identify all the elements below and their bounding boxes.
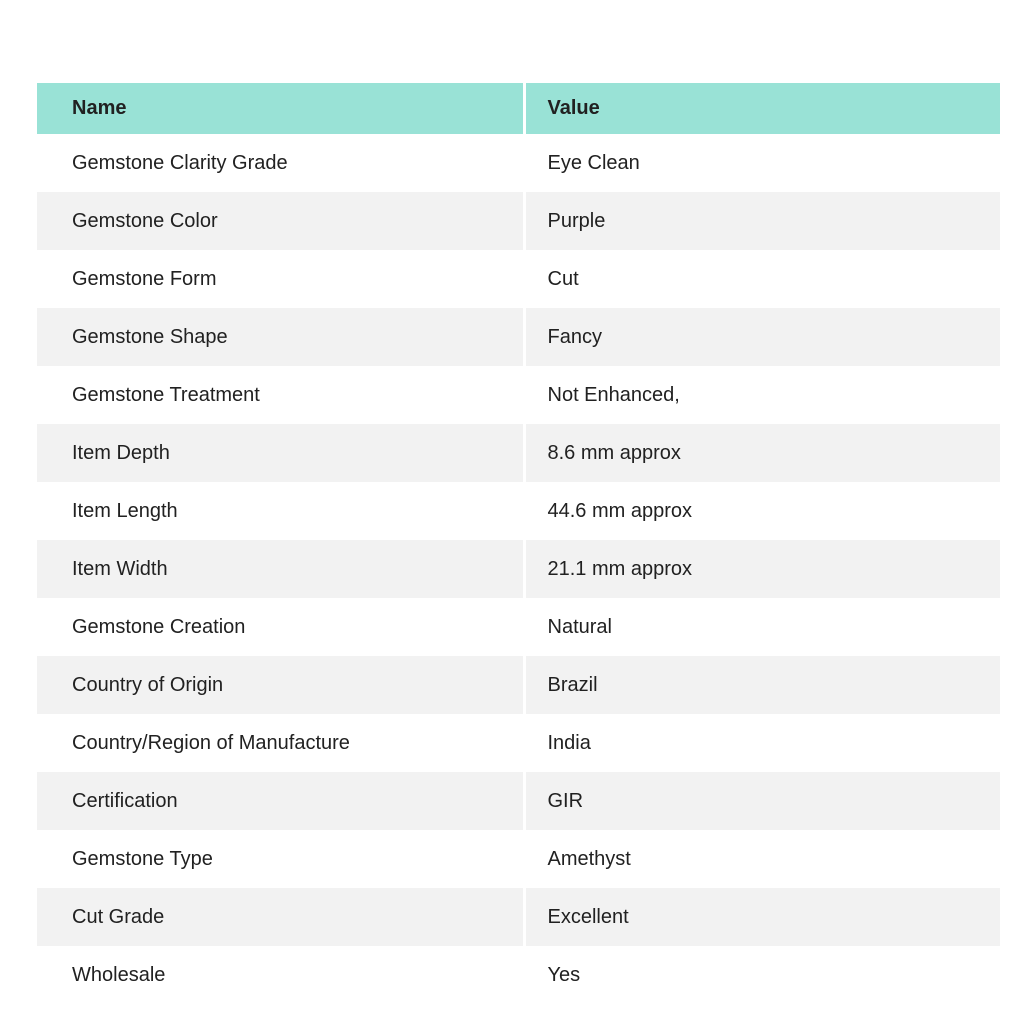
spec-value-cell: Amethyst (524, 830, 1000, 888)
table-row (37, 714, 1000, 772)
column-header-name: Name (37, 83, 524, 134)
table-row (37, 772, 1000, 830)
table-row (37, 366, 1000, 424)
spec-name-cell: Wholesale (72, 963, 166, 986)
spec-value-cell: Brazil (524, 656, 1000, 714)
item-specifics-table (37, 83, 1000, 1004)
spec-value-cell: 44.6 mm approx (524, 482, 1000, 540)
spec-value-cell: Yes (524, 946, 1000, 1004)
table-row (37, 308, 1000, 366)
spec-value-cell: Excellent (524, 888, 1000, 946)
table-row (37, 598, 1000, 656)
table-row (37, 482, 1000, 540)
spec-name-cell: Country of Origin (72, 673, 224, 696)
spec-name-cell: Gemstone Type (72, 847, 213, 870)
spec-name-cell: Item Depth (72, 441, 170, 464)
item-specifics-table-container (37, 83, 1000, 1004)
spec-value-cell: India (524, 714, 1000, 772)
spec-value-cell: Natural (524, 598, 1000, 656)
table-row (37, 192, 1000, 250)
spec-name-cell: Country/Region of Manufacture (72, 731, 350, 754)
spec-name-cell: Gemstone Shape (72, 325, 228, 348)
table-row (37, 656, 1000, 714)
table-body (37, 134, 1000, 1004)
spec-name-cell: Gemstone Color (72, 209, 218, 232)
spec-name-cell: Gemstone Form (72, 267, 217, 290)
table-row (37, 540, 1000, 598)
spec-value-cell: 21.1 mm approx (524, 540, 1000, 598)
spec-name-cell: Item Width (72, 557, 168, 580)
spec-name-cell: Certification (72, 789, 178, 812)
table-row (37, 888, 1000, 946)
spec-value-cell: Eye Clean (524, 134, 1000, 192)
spec-value-cell: Not Enhanced, (524, 366, 1000, 424)
column-header-value: Value (524, 83, 1000, 134)
spec-name-cell: Item Length (72, 499, 178, 522)
table-header-row (37, 83, 1000, 134)
spec-value-cell: Purple (524, 192, 1000, 250)
table-row (37, 424, 1000, 482)
table-row (37, 250, 1000, 308)
table-row (37, 134, 1000, 192)
spec-value-cell: Fancy (524, 308, 1000, 366)
table-row (37, 830, 1000, 888)
table-row (37, 946, 1000, 1004)
spec-name-cell: Gemstone Clarity Grade (72, 151, 288, 174)
spec-value-cell: Cut (524, 250, 1000, 308)
spec-value-cell: 8.6 mm approx (524, 424, 1000, 482)
spec-value-cell: GIR (524, 772, 1000, 830)
spec-name-cell: Gemstone Creation (72, 615, 246, 638)
spec-name-cell: Cut Grade (72, 905, 165, 928)
spec-name-cell: Gemstone Treatment (72, 383, 260, 406)
